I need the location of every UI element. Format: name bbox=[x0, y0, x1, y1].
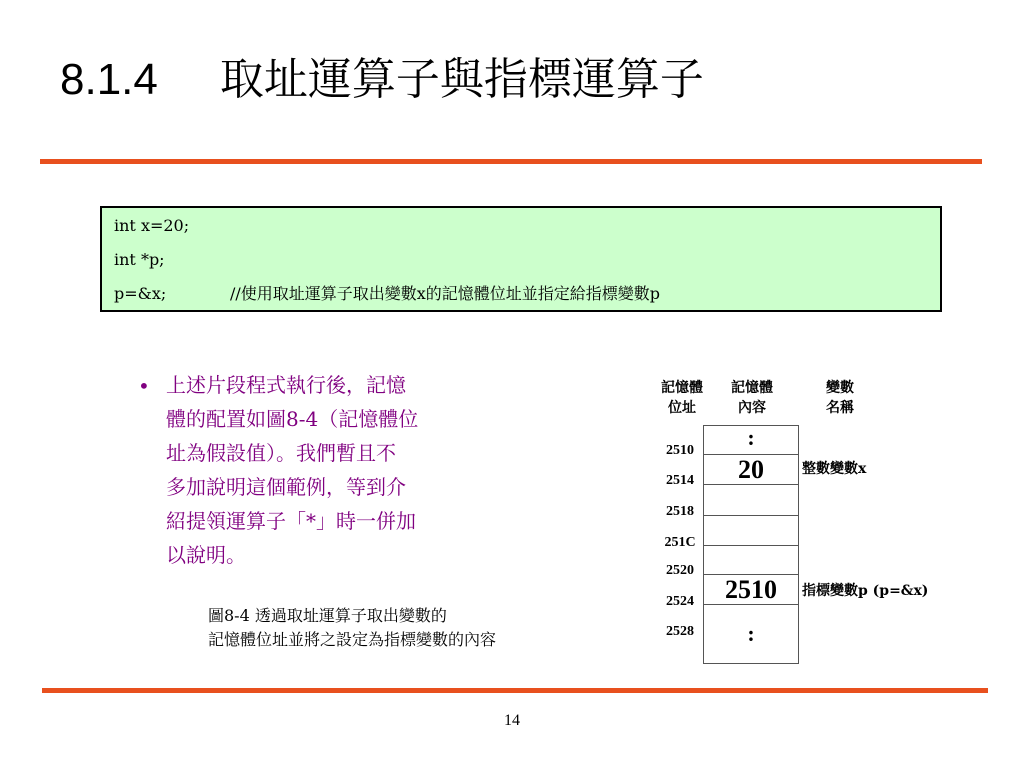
address-label: 2518 bbox=[666, 504, 694, 519]
address-label: 2520 bbox=[666, 563, 694, 578]
code-line-2: int *p; bbox=[114, 250, 165, 269]
memory-cell bbox=[704, 546, 798, 575]
bullet-line: 紹提領運算子「*」時一併加 bbox=[166, 509, 416, 533]
memory-cell: : bbox=[747, 621, 755, 646]
caption-line-1: 圖8-4 透過取址運算子取出變數的 bbox=[208, 606, 447, 625]
header-content bbox=[720, 378, 784, 418]
bullet-line: 多加說明這個範例，等到介 bbox=[166, 475, 406, 499]
address-label: 2524 bbox=[666, 594, 694, 609]
variable-x-label: 整數變數x bbox=[802, 461, 867, 477]
header-name bbox=[812, 378, 868, 418]
section-number: 8.1.4 bbox=[60, 55, 158, 104]
title-text: 取址運算子與指標運算子 bbox=[219, 54, 704, 105]
bullet-marker: • bbox=[138, 374, 150, 398]
code-comment: //使用取址運算子取出變數x的記憶體位址並指定給指標變數p bbox=[230, 284, 661, 303]
variable-p-label: 指標變數p (p=&x) bbox=[802, 583, 929, 599]
header-address-line-1: 記憶體 bbox=[661, 380, 703, 396]
address-label: 2528 bbox=[666, 624, 694, 639]
bullet-line: 以說明。 bbox=[166, 543, 246, 567]
header-content-line-1: 記憶體 bbox=[731, 380, 773, 396]
page-number: 14 bbox=[504, 712, 520, 729]
slide-title bbox=[60, 52, 704, 108]
code-line-3: p=&x; bbox=[114, 284, 167, 303]
caption-line-2: 記憶體位址並將之設定為指標變數的內容 bbox=[208, 630, 497, 649]
code-line-1: int x=20; bbox=[114, 216, 190, 235]
bullet-line: 上述片段程式執行後，記憶 bbox=[166, 373, 406, 397]
memory-cell-x: 20 bbox=[704, 455, 798, 485]
footer-divider bbox=[42, 688, 988, 693]
header-content-line-2: 內容 bbox=[738, 400, 766, 416]
bullet-text bbox=[166, 368, 526, 572]
figure-caption bbox=[208, 604, 496, 652]
memory-cell bbox=[704, 485, 798, 516]
bullet-line: 體的配置如圖8-4（記憶體位 bbox=[166, 407, 419, 431]
header-name-line-1: 變數 bbox=[826, 380, 854, 396]
memory-cell bbox=[704, 516, 798, 546]
header-name-line-2: 名稱 bbox=[826, 400, 854, 416]
header-address bbox=[652, 378, 712, 418]
code-block bbox=[100, 206, 942, 312]
address-label: 2514 bbox=[666, 473, 694, 488]
memory-cell: : bbox=[704, 426, 798, 455]
address-label: 2510 bbox=[666, 443, 694, 458]
bullet-line: 址為假設值）。我們暫且不 bbox=[166, 441, 396, 465]
header-address-line-2: 位址 bbox=[668, 400, 696, 416]
memory-cell-p: 2510 bbox=[704, 575, 798, 605]
memory-column bbox=[703, 425, 799, 664]
title-divider bbox=[40, 159, 982, 164]
address-label: 251C bbox=[664, 535, 696, 550]
